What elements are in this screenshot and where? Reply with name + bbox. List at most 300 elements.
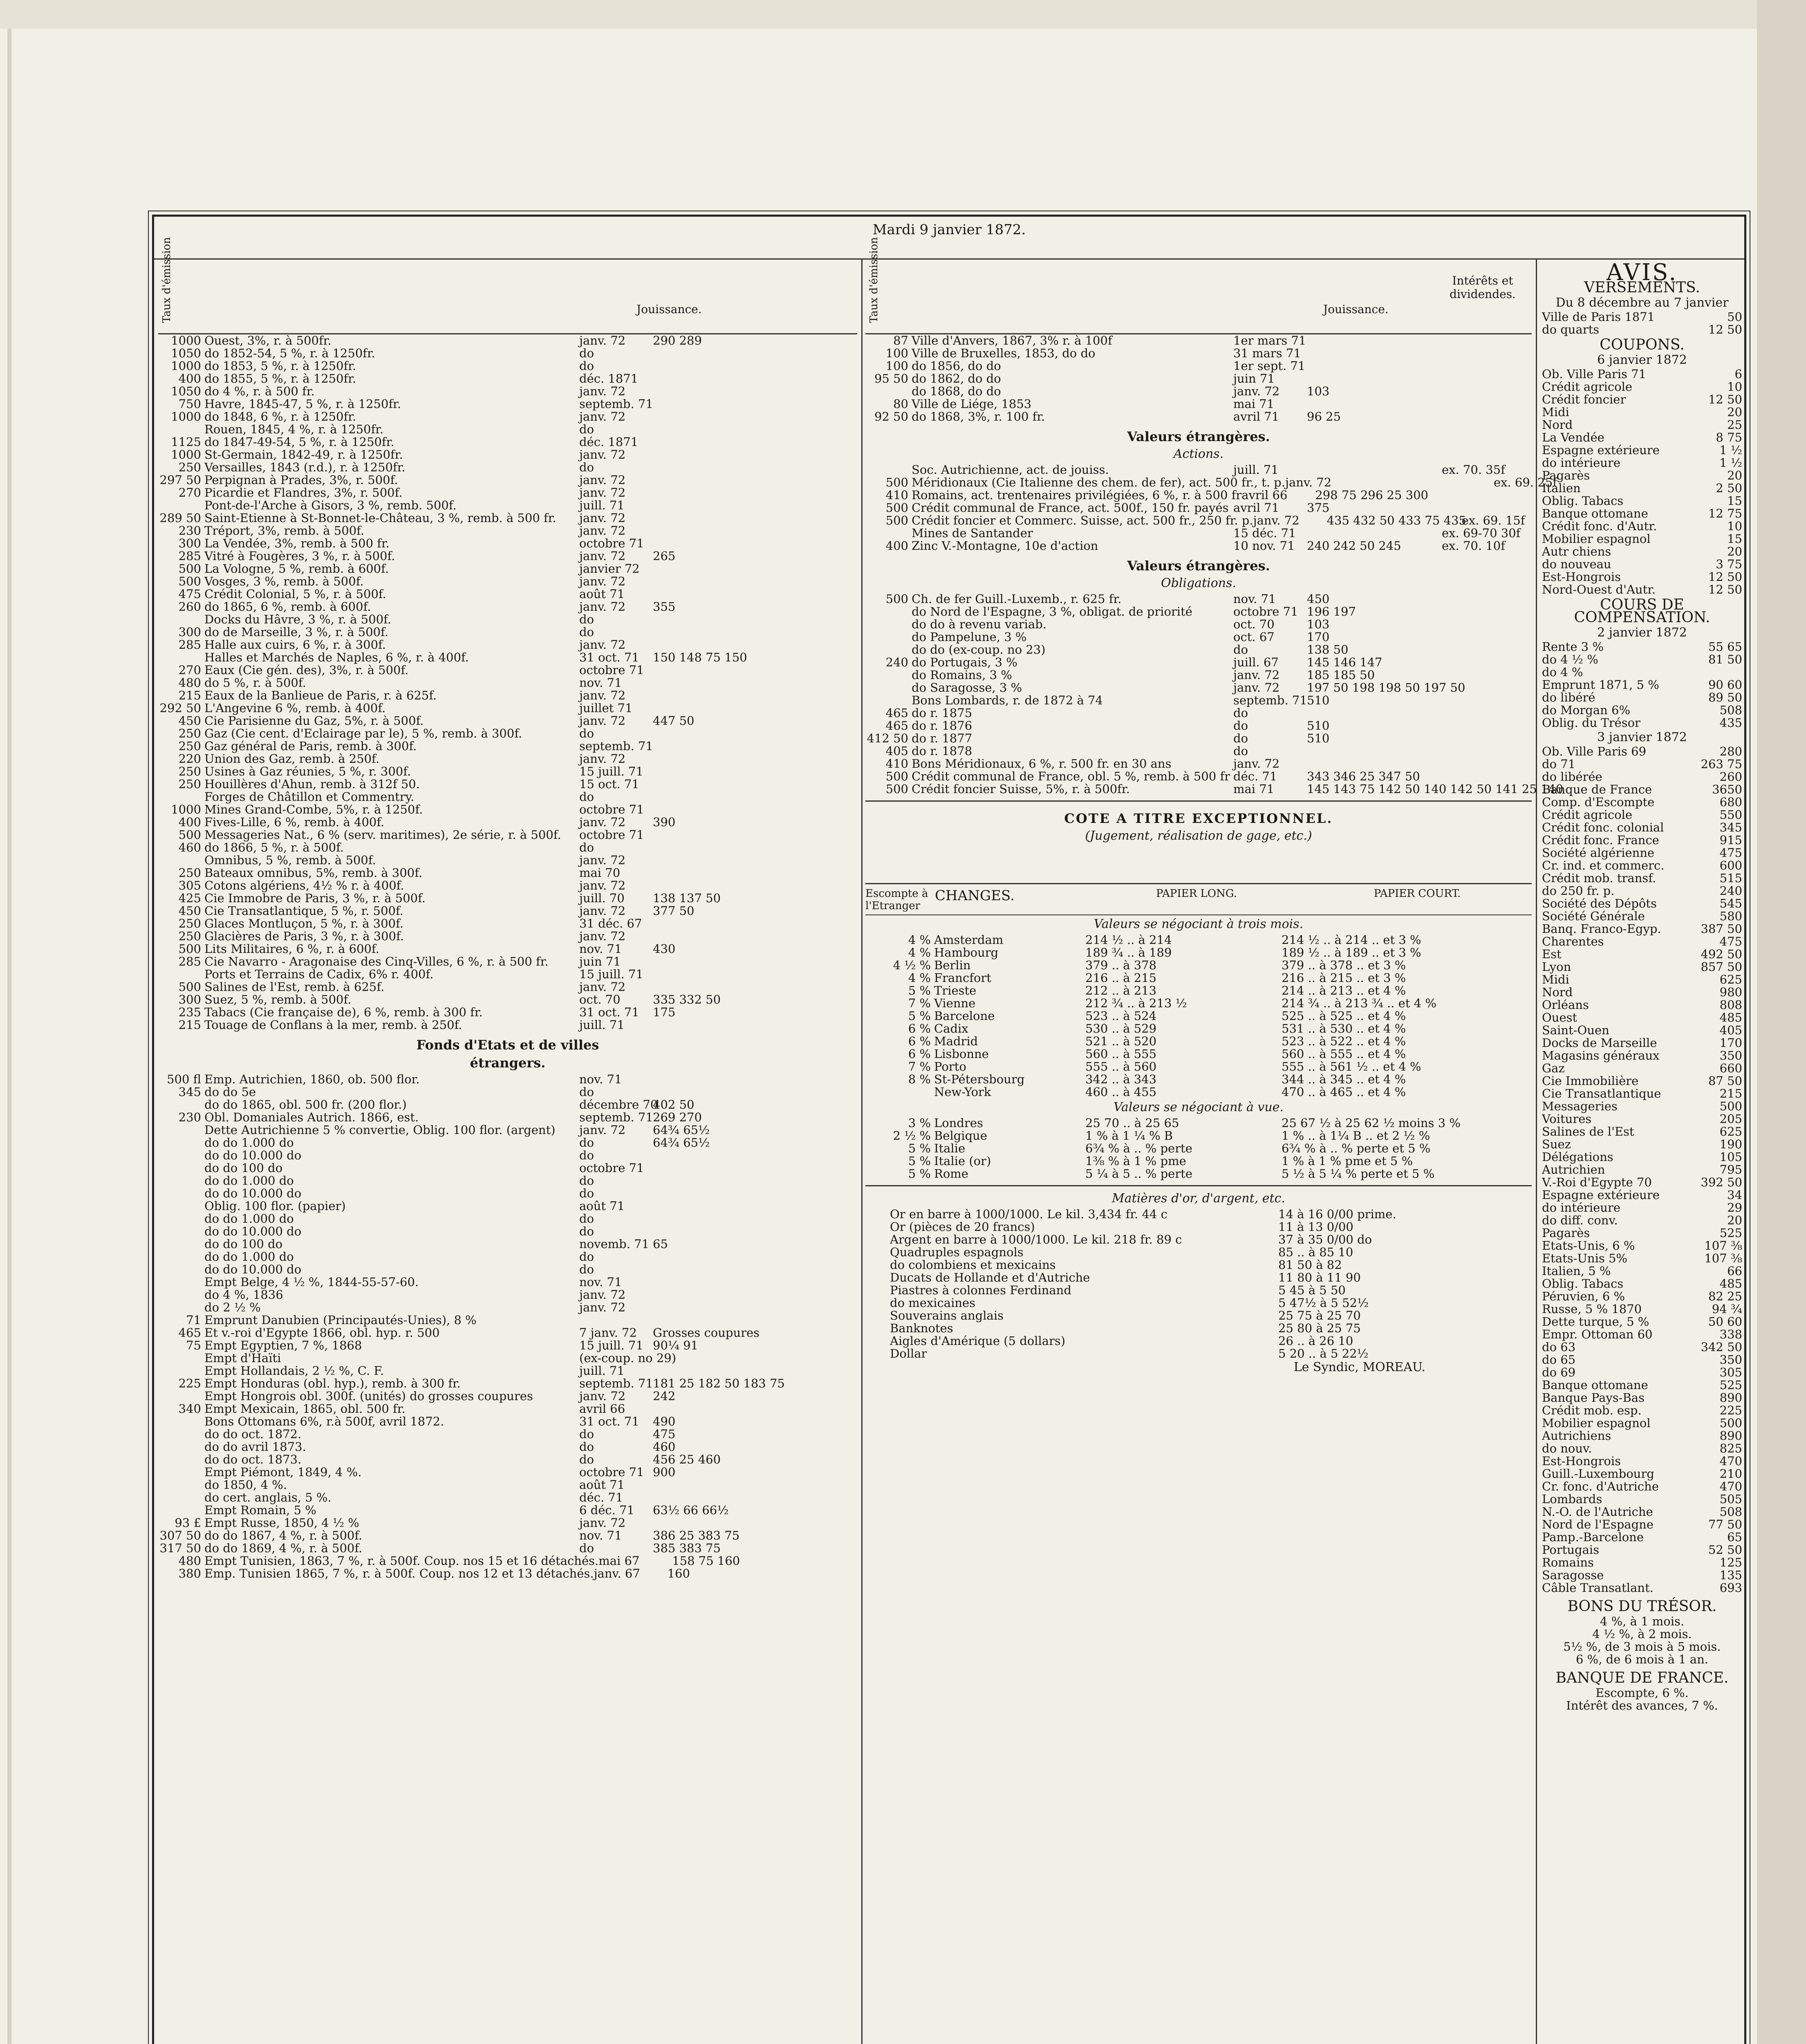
price-cell: 196 197 [1307, 605, 1356, 619]
cours-row-label: Orléans [1542, 998, 1589, 1012]
jouissance-cell: 31 oct. 71 [579, 1005, 639, 1019]
dividend-cell [1442, 732, 1532, 745]
jouissance-cell: do [579, 1427, 594, 1441]
papier-court: 531 .. à 530 .. et 4 % [1282, 1022, 1406, 1035]
security-name: Rouen, 1845, 4 %, r. à 1250fr. [204, 422, 384, 436]
table-row [865, 656, 1532, 669]
coupon-row-value: 12 75 [1708, 507, 1742, 520]
security-name: Crédit communal de France, act. 500f., 150 fr. payés [912, 501, 1229, 515]
table-row [865, 334, 1532, 347]
matiere-row [865, 1322, 1532, 1335]
papier-court: 25 67 ½ à 25 62 ½ moins 3 % [1282, 1116, 1461, 1130]
taux-cell [158, 1365, 204, 1377]
column-divider [861, 260, 863, 2044]
city-name: Trieste [934, 984, 977, 997]
security-name: Forges de Châtillon et Commentry. [204, 790, 415, 804]
taux-cell [158, 1263, 204, 1276]
price-cell [653, 841, 857, 854]
cours-row-label: Salines de l'Est [1542, 1125, 1634, 1139]
security-name: Mines Grand-Combe, 5%, r. à 1250f. [204, 802, 423, 816]
price-cell [653, 981, 857, 993]
matiere-row [865, 1335, 1532, 1347]
papier-long: 212 .. à 213 [1085, 984, 1157, 997]
jouissance-cell: juillet 71 [579, 701, 633, 715]
table-row [158, 993, 857, 1006]
cours-row-value: 680 [1719, 795, 1742, 809]
cours-row-value: 260 [1719, 770, 1742, 784]
cours-row [1542, 923, 1742, 935]
security-name: Empt Hongrois obl. 300f. (unités) do grosses coupures [204, 1389, 533, 1403]
cours-row-label: Crédit fonc. France [1542, 833, 1659, 847]
security-name: Houillères d'Ahun, remb. à 312f 50. [204, 777, 420, 791]
jouissance-cell: janv. 72 [579, 448, 626, 462]
matiere-row [865, 1233, 1532, 1246]
matiere-row [865, 1246, 1532, 1259]
taux-cell: 292 50 [159, 701, 201, 715]
security-name: do do 1.000 do [204, 1174, 294, 1188]
taux-cell: 500 [178, 574, 201, 588]
escompte-cell: 4 % [908, 946, 931, 959]
security-name: Bateaux omnibus, 5%, remb. à 300f. [204, 866, 423, 880]
jouissance-cell: novemb. 71 [579, 1237, 650, 1251]
price-cell: 475 [653, 1427, 676, 1441]
dividend-cell: ex. 70. 35f [1442, 463, 1505, 477]
header-rule [154, 258, 1744, 260]
table-row [158, 677, 857, 689]
price-cell [653, 499, 857, 512]
cours-row-value: 29 [1727, 1201, 1742, 1215]
cours-row-label: Pagarès [1542, 1226, 1590, 1240]
matiere-value: 14 à 16 0/00 prime. [1278, 1207, 1396, 1221]
cours-date: 2 janvier 1872 [1597, 625, 1687, 640]
cours-row-label: Autrichien [1542, 1163, 1605, 1177]
price-cell [653, 436, 857, 448]
coupon-row [1542, 545, 1742, 558]
security-name: Crédit Colonial, 5 %, r. à 500f. [204, 587, 386, 601]
price-cell [1307, 360, 1442, 372]
cours-row-label: do 71 [1542, 757, 1576, 771]
papier-court: 214 ¾ .. à 213 ¾ .. et 4 % [1282, 996, 1436, 1010]
coupon-row-label: Est-Hongrois [1542, 570, 1621, 584]
coupon-row-value: 2 50 [1716, 481, 1742, 495]
jouissance-cell: mai 70 [579, 866, 621, 880]
cours-row-value: 342 50 [1701, 1340, 1742, 1354]
jouissance-cell: nov. 71 [579, 1072, 622, 1086]
price-cell: 900 [653, 1465, 676, 1479]
price-cell: 240 242 50 245 [1307, 539, 1401, 553]
price-cell: 386 25 383 75 [653, 1529, 740, 1542]
section-title: Fonds d'Etats et de villes [416, 1037, 599, 1053]
taux-cell: 80 [893, 397, 908, 411]
table-row [158, 753, 857, 765]
cours-row [1542, 1379, 1742, 1392]
matiere-label: Piastres à colonnes Ferdinand [890, 1283, 1071, 1297]
security-name: do Nord de l'Espagne, 3 %, obligat. de priorité [912, 605, 1192, 619]
taux-cell: 1050 [171, 346, 201, 360]
cours-row [1542, 872, 1742, 885]
table-row [158, 1453, 857, 1466]
page-fold [7, 29, 11, 2044]
security-name: do do 1.000 do [204, 1136, 294, 1150]
price-cell [1307, 347, 1442, 360]
table-row [158, 1174, 857, 1187]
security-name: Ch. de fer Guill.-Luxemb., r. 625 fr. [912, 592, 1122, 606]
changes-header: CHANGES. [935, 888, 1015, 904]
taux-cell: 250 [178, 764, 201, 778]
price-cell [653, 765, 857, 778]
cours-row-value: 82 25 [1708, 1289, 1742, 1303]
papier-long: 460 .. à 455 [1085, 1085, 1157, 1099]
city-name: Porto [934, 1060, 966, 1074]
jouissance-cell: octobre 71 [579, 1465, 644, 1479]
cours-row-label: Saint-Ouen [1542, 1023, 1609, 1037]
versement-row [1542, 323, 1742, 336]
papier-long: 6¾ % à .. % perte [1085, 1141, 1192, 1155]
coupon-row-label: Nord-Ouest d'Autr. [1542, 583, 1656, 596]
price-cell [653, 613, 857, 626]
changes-subtitle: Valeurs se négociant à trois mois. [1093, 917, 1304, 931]
versement-row-label: Ville de Paris 1871 [1542, 310, 1655, 324]
cours-row-label: Emprunt 1871, 5 % [1542, 678, 1659, 692]
taux-cell: 460 [178, 840, 201, 854]
price-cell [653, 677, 857, 689]
escompte-header: Escompte à l'Etranger [865, 888, 928, 912]
security-name: do 1868, do do [912, 384, 1001, 398]
taux-cell: 93 £ [175, 1516, 201, 1530]
table-row [158, 486, 857, 499]
taux-cell: 500 [178, 828, 201, 842]
cours-row-label: Société des Dépôts [1542, 896, 1657, 910]
table-row [865, 527, 1532, 540]
taux-cell [158, 1441, 204, 1453]
security-name: Tréport, 3%, remb. à 500f. [204, 524, 365, 538]
security-name: Méridionaux (Cie Italienne des chem. de fer), act. 500 fr., t. p. [912, 475, 1285, 489]
cours-row [1542, 1037, 1742, 1049]
cours-row-value: 89 50 [1708, 690, 1742, 704]
cours-row-label: Suez [1542, 1137, 1571, 1151]
price-cell: 160 [667, 1567, 690, 1580]
cours-row-label: Câble Transatlant. [1542, 1581, 1654, 1595]
coupon-row-value: 12 50 [1708, 570, 1742, 584]
coupon-row-label: Nord [1542, 418, 1573, 432]
security-name: do do à revenu variab. [912, 617, 1047, 631]
price-cell [653, 1251, 857, 1263]
dividend-cell [1442, 398, 1532, 410]
table-row [865, 514, 1532, 527]
coupon-row-label: Ob. Ville Paris 71 [1542, 367, 1647, 381]
cours-row [1542, 1151, 1742, 1163]
table-row [865, 782, 1564, 796]
security-name: Touage de Conflans à la mer, remb. à 250f. [204, 1018, 462, 1032]
taux-cell: 380 [178, 1567, 201, 1580]
table-row [865, 770, 1532, 783]
taux-cell: 1125 [171, 435, 201, 449]
price-cell [653, 423, 857, 436]
cours-row-label: Société Générale [1542, 909, 1645, 923]
dividend-cell: ex. 69. 15f [1461, 513, 1525, 527]
taux-cell: 500 [178, 942, 201, 956]
price-cell: 510 [1307, 719, 1330, 733]
cours-row-label: Lombards [1542, 1492, 1602, 1506]
coupon-row [1542, 419, 1742, 431]
cours-row-label: Guill.-Luxembourg [1542, 1467, 1654, 1481]
table-row [158, 892, 857, 905]
taux-cell: 235 [178, 1005, 201, 1019]
taux-cell [865, 631, 912, 643]
papier-court: 1 % à 1 % pme et 5 % [1282, 1154, 1413, 1168]
security-name: do 1865, 6 %, remb. à 600f. [204, 600, 371, 614]
exchange-row [865, 1086, 1532, 1098]
taux-cell: 500 [885, 475, 908, 489]
city-name: Cadix [934, 1022, 968, 1035]
security-name: do 1856, do do [912, 359, 1001, 373]
matieres-title: Matières d'or, d'argent, etc. [1112, 1191, 1285, 1206]
table-row [158, 588, 857, 601]
cours-row [1542, 653, 1742, 666]
cours-row-value: 345 [1719, 820, 1742, 834]
jouissance-cell: do [579, 1262, 594, 1276]
taux-cell [158, 1098, 204, 1111]
taux-cell: 297 50 [159, 473, 201, 487]
price-cell [653, 968, 857, 981]
taux-cell: 250 [178, 726, 201, 740]
price-cell [653, 512, 857, 524]
table-row [865, 385, 1532, 398]
papier-court: 1 % .. à 1¼ B .. et 2 ½ % [1282, 1129, 1430, 1143]
jouissance-cell: octobre 71 [1233, 605, 1298, 619]
cours-row-label: Autrichiens [1542, 1429, 1611, 1443]
taux-cell: 270 [178, 486, 201, 500]
security-name: Vosges, 3 %, remb. à 500f. [204, 574, 364, 588]
taux-cell: 410 [885, 488, 908, 502]
jouissance-cell: janv. 72 [579, 1516, 626, 1530]
escompte-cell: 5 % [908, 1141, 931, 1155]
dividend-cell [1442, 719, 1532, 732]
table-row [158, 1124, 857, 1136]
security-name: Bons Méridionaux, 6 %, r. 500 fr. en 30 ans [912, 757, 1172, 771]
cours-row-label: Comp. d'Escompte [1542, 795, 1655, 809]
banque-list [1542, 1687, 1742, 1712]
dividend-cell [1442, 410, 1532, 423]
papier-long: 214 ½ .. à 214 [1085, 933, 1172, 947]
coupon-row [1542, 381, 1742, 393]
taux-cell: 307 50 [159, 1529, 201, 1542]
papier-court: 189 ½ .. à 189 .. et 3 % [1282, 946, 1421, 959]
security-name: Empt Mexicain, 1865, obl. 500 fr. [204, 1402, 406, 1416]
cours-row [1542, 1569, 1742, 1582]
papier-long: 212 ¾ .. à 213 ½ [1085, 996, 1187, 1010]
taux-cell [158, 1504, 204, 1517]
cours-row [1542, 796, 1742, 809]
cours-row-label: N.-O. de l'Autriche [1542, 1505, 1653, 1519]
cours-row-value: 470 [1719, 1479, 1742, 1493]
security-name: do do 100 do [204, 1161, 283, 1175]
jouissance-cell: do [579, 1186, 594, 1200]
table-row [158, 651, 857, 664]
jouissance-cell: 10 nov. 71 [1233, 539, 1295, 553]
jouissance-cell: septemb. 71 [579, 397, 653, 411]
cours-row-label: do 4 % [1542, 665, 1583, 679]
taux-cell: 750 [178, 397, 201, 411]
security-name: Crédit communal de France, obl. 5 %, remb. à 500 fr [912, 769, 1230, 783]
cours-row-value: 515 [1719, 871, 1742, 885]
jouissance-cell: 1er mars 71 [1233, 334, 1306, 347]
jouissance-cell: janv. 72 [579, 714, 626, 728]
security-name: do do 1865, obl. 500 fr. (200 flor.) [204, 1098, 407, 1112]
cours-row-value: 405 [1719, 1023, 1742, 1037]
escompte-cell [865, 1086, 934, 1098]
cours-row-label: Banque ottomane [1542, 1378, 1648, 1392]
jouissance-cell: do [1233, 744, 1248, 758]
price-cell [1307, 464, 1442, 476]
taux-cell: 220 [178, 752, 201, 766]
matiere-label: Banknotes [890, 1321, 953, 1335]
security-name: Emprunt Danubien (Principautés-Unies), 8 % [204, 1313, 477, 1327]
security-name: do Portugais, 3 % [912, 655, 1017, 669]
price-cell [653, 398, 857, 410]
cours-row-value: 392 50 [1701, 1175, 1742, 1189]
coupon-row [1542, 457, 1742, 469]
jouissance-cell: janv. 72 [579, 549, 626, 563]
matiere-row [865, 1259, 1532, 1271]
matiere-label: Dollar [890, 1347, 927, 1360]
security-name: Lits Militaires, 6 %, r. à 600f. [204, 942, 379, 956]
cours-row [1542, 666, 1742, 679]
cours-row-value: 435 [1719, 716, 1742, 730]
table-row [158, 1019, 857, 1031]
table-row [158, 601, 857, 613]
table-row [158, 702, 857, 715]
papier-long: 1 % à 1 ¼ % B [1085, 1129, 1173, 1143]
versement-row [1542, 311, 1742, 323]
matiere-label: Quadruples espagnols [890, 1245, 1024, 1259]
cours-row-label: Lyon [1542, 960, 1571, 974]
table-row [158, 524, 857, 537]
cours-row-value: 625 [1719, 1125, 1742, 1139]
city-name: Barcelone [934, 1009, 995, 1023]
cours-row-value: 525 [1719, 1378, 1742, 1392]
table-row [158, 867, 857, 879]
cote-subtitle: (Jugement, réalisation de gage, etc.) [1085, 829, 1312, 843]
price-cell: 63½ 66 66½ [653, 1503, 729, 1517]
coupon-row [1542, 393, 1742, 406]
jouissance-cell: juill. 71 [579, 1364, 625, 1378]
changes-sight [865, 1117, 1532, 1180]
taux-cell: 405 [885, 744, 908, 758]
taux-cell: 500 [885, 782, 908, 796]
table-row [158, 803, 857, 816]
price-cell [653, 803, 857, 816]
cours-row [1542, 1138, 1742, 1151]
cours-row-value: 795 [1719, 1163, 1742, 1177]
table-row [865, 618, 1532, 631]
security-name: Obl. Domaniales Autrich. 1866, est. [204, 1110, 419, 1124]
security-name: do do 10.000 do [204, 1224, 302, 1238]
price-cell [1307, 372, 1442, 385]
cours-row [1542, 1430, 1742, 1442]
cours-row [1542, 1227, 1742, 1239]
city-name: Londres [934, 1116, 983, 1130]
taux-cell [865, 464, 912, 476]
cours-row [1542, 1544, 1742, 1556]
table-row [158, 1390, 857, 1403]
taux-cell [158, 854, 204, 867]
cours-row [1542, 1366, 1742, 1379]
coupon-row-label: Crédit foncier [1542, 392, 1626, 406]
taux-cell: 71 [186, 1313, 201, 1327]
cours-row [1542, 1392, 1742, 1404]
security-name: Cie Parisienne du Gaz, 5%, r. à 500f. [204, 714, 424, 728]
security-name: Oblig. 100 flor. (papier) [204, 1199, 346, 1213]
price-cell: 145 146 147 [1307, 655, 1383, 669]
column-header [158, 237, 857, 334]
taux-cell: 465 [885, 706, 908, 720]
security-name: Picardie et Flandres, 3%, r. 500f. [204, 486, 403, 500]
security-name: do do 1867, 4 %, r. à 500f. [204, 1529, 363, 1542]
versements-subtitle: Du 8 décembre au 7 janvier [1555, 296, 1729, 310]
taux-header: Taux d'émission [161, 237, 173, 323]
papier-long: 216 .. à 215 [1085, 971, 1157, 985]
city-name: Amsterdam [934, 933, 1004, 947]
cours-row-label: Cie Immobilière [1542, 1074, 1639, 1088]
exchange-row [865, 1155, 1532, 1168]
table-row [158, 1301, 857, 1314]
price-cell [653, 347, 857, 360]
table-row [865, 758, 1532, 770]
papier-court: 555 .. à 561 ½ .. et 4 % [1282, 1060, 1421, 1074]
exchange-row [865, 997, 1532, 1010]
table-row [158, 1225, 857, 1238]
jouissance-cell: do [579, 422, 594, 436]
matiere-value: 5 20 .. à 5 22½ [1278, 1347, 1369, 1360]
cours-row-value: 693 [1719, 1581, 1742, 1595]
taux-cell: 480 [178, 676, 201, 690]
exchange-row [865, 959, 1532, 972]
price-cell [653, 1073, 857, 1086]
taux-cell [158, 1301, 204, 1314]
cours-row-value: 190 [1719, 1137, 1742, 1151]
jouissance-cell: 31 mars 71 [1233, 346, 1301, 360]
dividend-cell [1442, 605, 1532, 618]
city-name: Rome [934, 1167, 968, 1181]
table-row [158, 1263, 857, 1276]
jouissance-cell: août 71 [579, 1199, 625, 1213]
cours-row-label: Crédit agricole [1542, 808, 1633, 822]
table-row [158, 410, 857, 423]
papier-court: 523 .. à 522 .. et 4 % [1282, 1034, 1406, 1048]
cours-row [1542, 1404, 1742, 1417]
exchange-row [865, 1142, 1532, 1155]
cours-row-label: Dette turque, 5 % [1542, 1315, 1649, 1329]
cours-row-value: 263 75 [1701, 757, 1742, 771]
cours-row [1542, 1290, 1742, 1303]
price-cell [653, 626, 857, 639]
dividend-cell [1442, 758, 1532, 770]
security-name: do do 5e [204, 1085, 256, 1099]
exchange-row [865, 1117, 1532, 1130]
papier-court: 379 .. à 378 .. et 3 % [1282, 958, 1406, 972]
price-cell [653, 360, 857, 372]
price-cell: 375 [1307, 501, 1330, 515]
table-row [158, 639, 857, 651]
price-cell [653, 1352, 857, 1365]
coupon-row-value: 20 [1727, 405, 1742, 419]
changes-three-months [865, 934, 1532, 1098]
price-cell [653, 524, 857, 537]
price-cell: 290 289 [653, 334, 702, 347]
bons-list [1542, 1615, 1742, 1666]
dividend-cell: ex. 69. 25f [1493, 475, 1557, 489]
